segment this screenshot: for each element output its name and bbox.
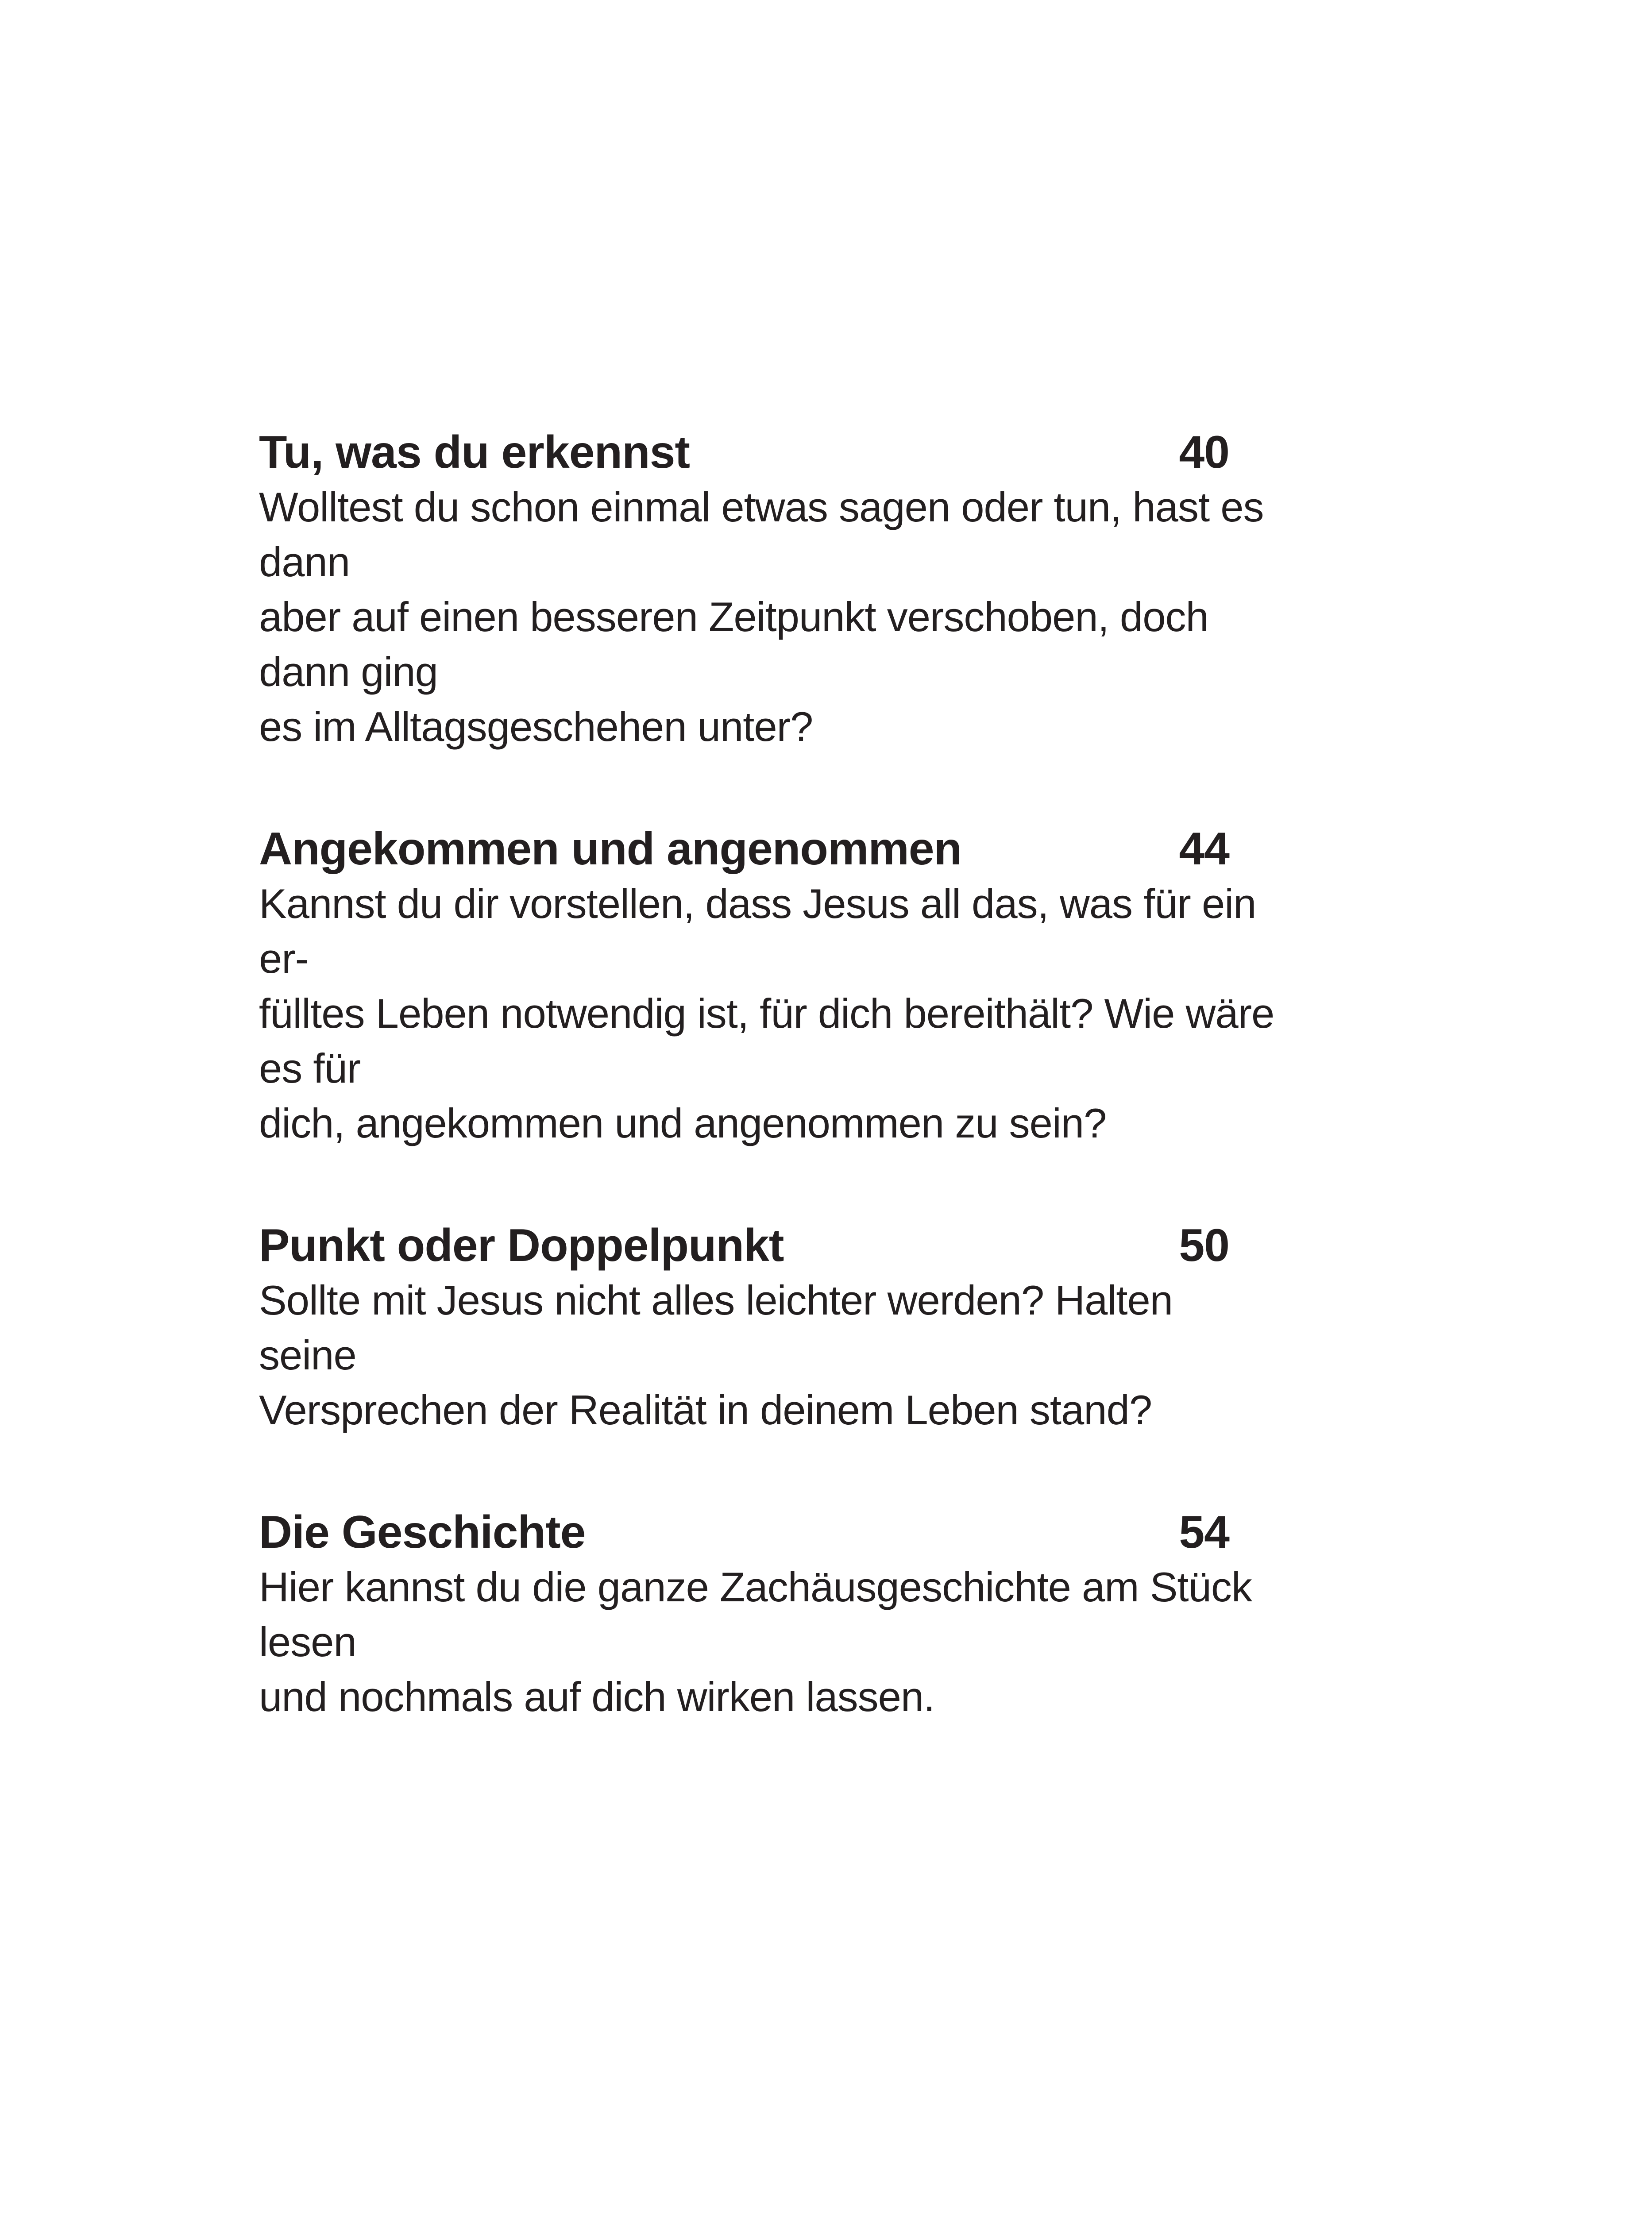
toc-entry-heading xyxy=(259,1505,1229,1560)
toc-entry-title: Angekommen und angenommen xyxy=(259,823,962,875)
toc-entry-title: Punkt oder Doppelpunkt xyxy=(259,1220,784,1271)
toc-entry xyxy=(259,1218,1277,1438)
toc-entry-page-number: 50 xyxy=(1179,1220,1229,1271)
toc-entry-page-number: 54 xyxy=(1179,1507,1229,1558)
toc-entry-title: Tu, was du erkennst xyxy=(259,427,690,478)
toc-entry-description: Wolltest du schon einmal etwas sagen oder tun, hast es dann aber auf einen besseren Zeitpunkt verschoben, doch dann ging es im Alltagsgeschehen unter? xyxy=(259,484,1264,750)
toc-entry-description: Hier kannst du die ganze Zachäusgeschichte am Stück lesen und nochmals auf dich wirken lassen. xyxy=(259,1564,1252,1720)
table-of-contents xyxy=(259,425,1277,1792)
toc-entry-heading xyxy=(259,425,1229,480)
toc-entry-description: Kannst du dir vorstellen, dass Jesus all das, was für ein er- fülltes Leben notwendig ist, für dich bereithält? Wie wäre es für dich, angekommen und angenommen zu sein? xyxy=(259,880,1274,1146)
toc-entry-description: Sollte mit Jesus nicht alles leichter werden? Halten seine Versprechen der Realität in deinem Leben stand? xyxy=(259,1277,1173,1433)
toc-entry-page-number: 40 xyxy=(1179,427,1229,478)
toc-entry-page-number: 44 xyxy=(1179,823,1229,875)
toc-entry xyxy=(259,821,1277,1151)
toc-entry-heading xyxy=(259,821,1229,876)
toc-entry xyxy=(259,425,1277,754)
toc-entry-title: Die Geschichte xyxy=(259,1507,586,1558)
toc-entry xyxy=(259,1505,1277,1724)
toc-entry-heading xyxy=(259,1218,1229,1273)
